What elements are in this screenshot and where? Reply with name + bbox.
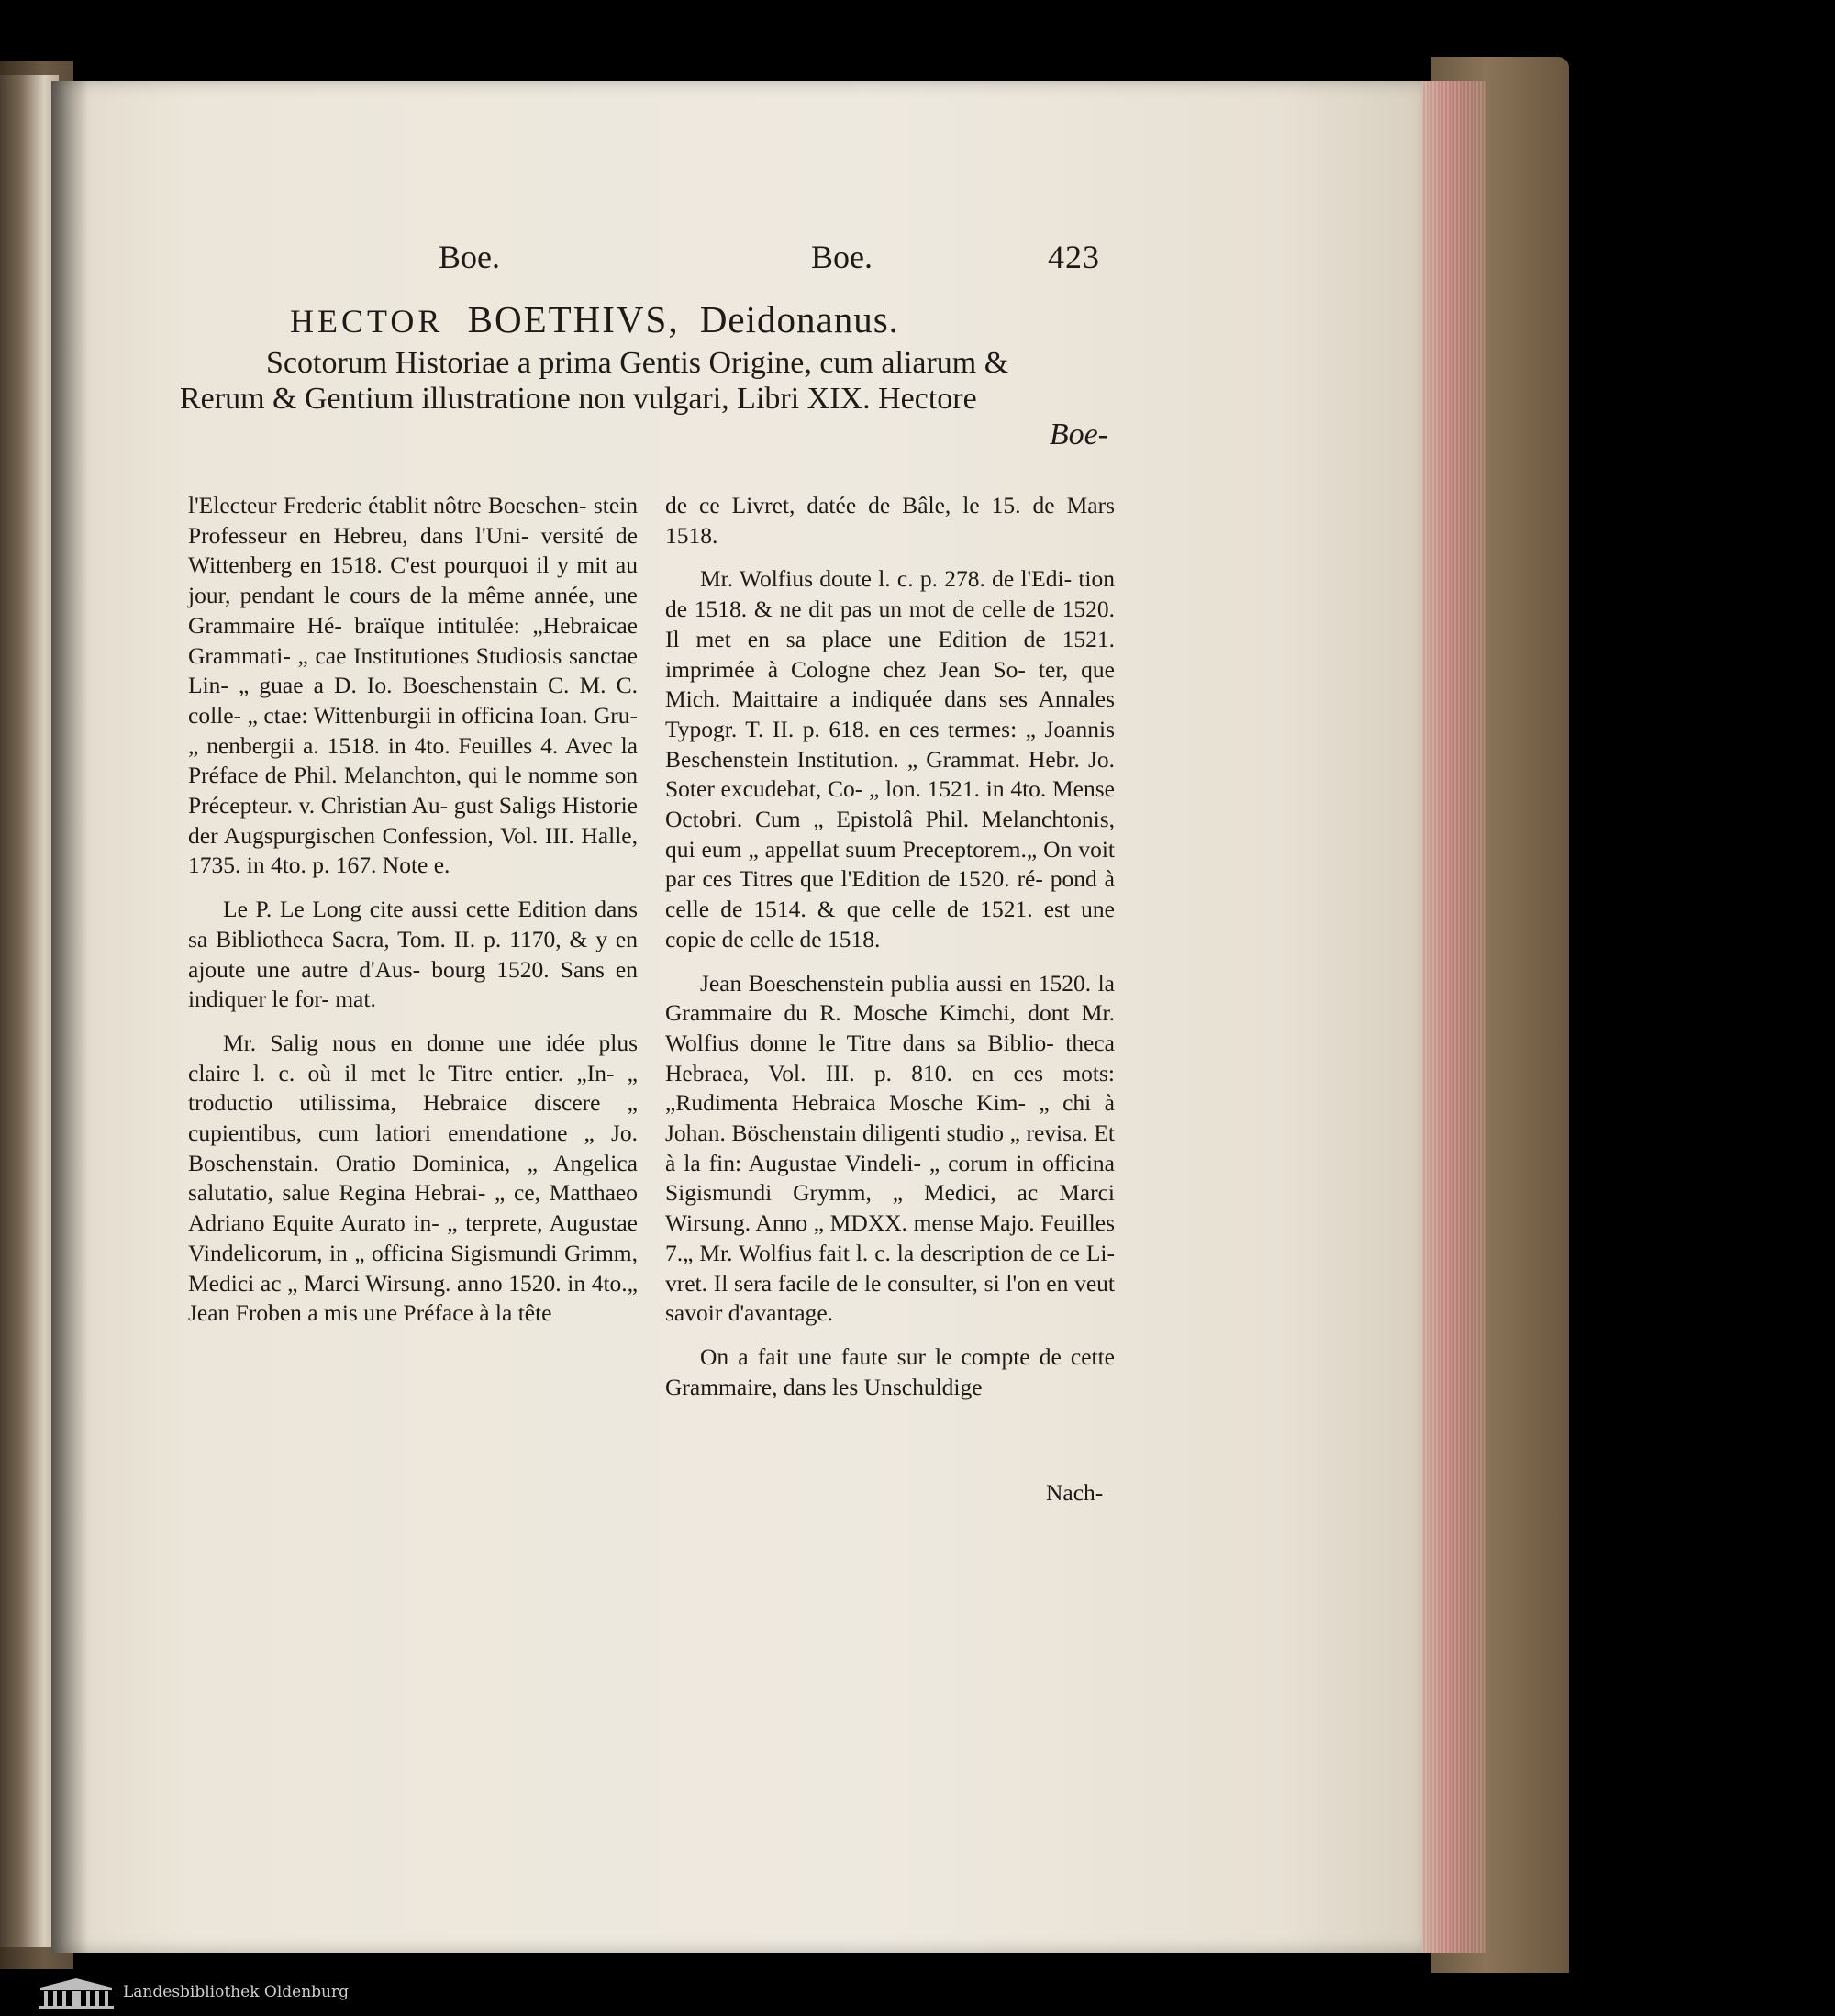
paragraph: On a fait une faute sur le compte de cette Grammaire, dans les Unschuldige [665, 1342, 1115, 1400]
entry-title [180, 345, 1108, 452]
spine-shadow [51, 81, 88, 1953]
title-line: Boe- [1049, 418, 1108, 451]
running-head-center: Boe. [811, 239, 873, 275]
paragraph: Le P. Le Long cite aussi cette Edition dans sa Bibliotheca Sacra, Tom. II. p. 1170, & y en ajoute une autre d'Aus- bourg 1520. Sans en indiquer le for- mat. [188, 896, 638, 1013]
library-building-icon [37, 1977, 116, 2010]
paragraph: de ce Livret, datée de Bâle, le 15. de Mars 1518. [665, 492, 1115, 549]
title-line: Scotorum Historiae a prima Gentis Origine, cum aliarum & [266, 346, 1009, 380]
catchword: Nach- [1046, 1479, 1104, 1506]
page-fore-edge [1418, 81, 1486, 1953]
paragraph: Jean Boeschenstein publia aussi en 1520. la Grammaire du R. Mosche Kimchi, dont Mr. Wolfius donne le Titre dans sa Biblio- theca Hebraea, Vol. III. p. 810. en ces mots: „Rudimenta Hebraica Mosche Kim- „ chi à Johan. Böschenstain diligenti studio „ revisa. Et à la fin: Augustae Vindeli- „ corum in officina Sigismundi Grymm, „ Medici, ac Marci Wirsung. Anno „ MDXX. mense Majo. Feuilles 7.„ Mr. Wolfius fait l. c. la description de ce Li- vret. Il sera facile de le consulter, si l'on en veut savoir d'avantage. [665, 969, 1115, 1327]
entry-heading [290, 297, 1116, 341]
title-line: Rerum & Gentium illustratione non vulgari, Libri XIX. Hectore [180, 382, 977, 416]
heading-first-name: HECTOR [290, 303, 444, 340]
previous-page-edge [0, 75, 59, 1947]
institution-name[interactable]: Landesbibliothek Oldenburg [123, 1983, 350, 2001]
paragraph: Mr. Salig nous en donne une idée plus claire l. c. où il met le Titre entier. „In- „ troductio utilissima, Hebraice discere „ cupientibus, cum latiori emendatione „ Jo. Boschenstain. Oratio Dominica, „ Angelica salutatio, salue Regina Hebrai- „ ce, Matthaeo Adriano Equite Aurato in- „ terprete, Augustae Vindelicorum, in „ officina Sigismundi Grimm, Medici ac „ Marci Wirsung. anno 1520. in 4to.„ Jean Froben a mis une Préface à la tête [188, 1029, 638, 1327]
running-head-left: Boe. [439, 239, 500, 275]
left-column [188, 491, 638, 1329]
right-column [665, 491, 1115, 1402]
page-number: 423 [1048, 239, 1100, 275]
heading-place: Deidonanus. [699, 298, 899, 340]
paragraph: Mr. Wolfius doute l. c. p. 278. de l'Edi- tion de 1518. & ne dit pas un mot de celle de 1520. Il met en sa place une Edition de 1521. imprimée à Cologne chez Jean So- ter, que Mich. Maittaire a indiquée dans ses Annales Typogr. T. II. p. 618. en ces termes: „ Joannis Beschenstein Institution. „ Grammat. Hebr. Jo. Soter excudebat, Co- „ lon. 1521. in 4to. Mense Octobri. Cum „ Epistolâ Phil. Melanchtonis, qui eum „ appellat suum Preceptorem.„ On voit par ces Titres que l'Edition de 1520. ré- pond à celle de 1514. & que celle de 1521. est une copie de celle de 1518. [665, 565, 1115, 952]
heading-surname: BOETHIVS, [467, 298, 680, 340]
paragraph: l'Electeur Frederic établit nôtre Boeschen- stein Professeur en Hebreu, dans l'Uni- versité de Wittenberg en 1518. C'est pourquoi il y mit au jour, pendant le cours de la même année, une Grammaire Hé- braïque intitulée: „Hebraicae Grammati- „ cae Institutiones Studiosis sanctae Lin- „ guae a D. Io. Boeschenstain C. M. C. colle- „ ctae: Wittenburgii in officina Ioan. Gru- „ nenbergii a. 1518. in 4to. Feuilles 4. Avec la Préface de Phil. Melanchton, qui le nomme son Précepteur. v. Christian Au- gust Saligs Historie der Augspurgischen Confession, Vol. III. Halle, 1735. in 4to. p. 167. Note e. [188, 492, 638, 879]
